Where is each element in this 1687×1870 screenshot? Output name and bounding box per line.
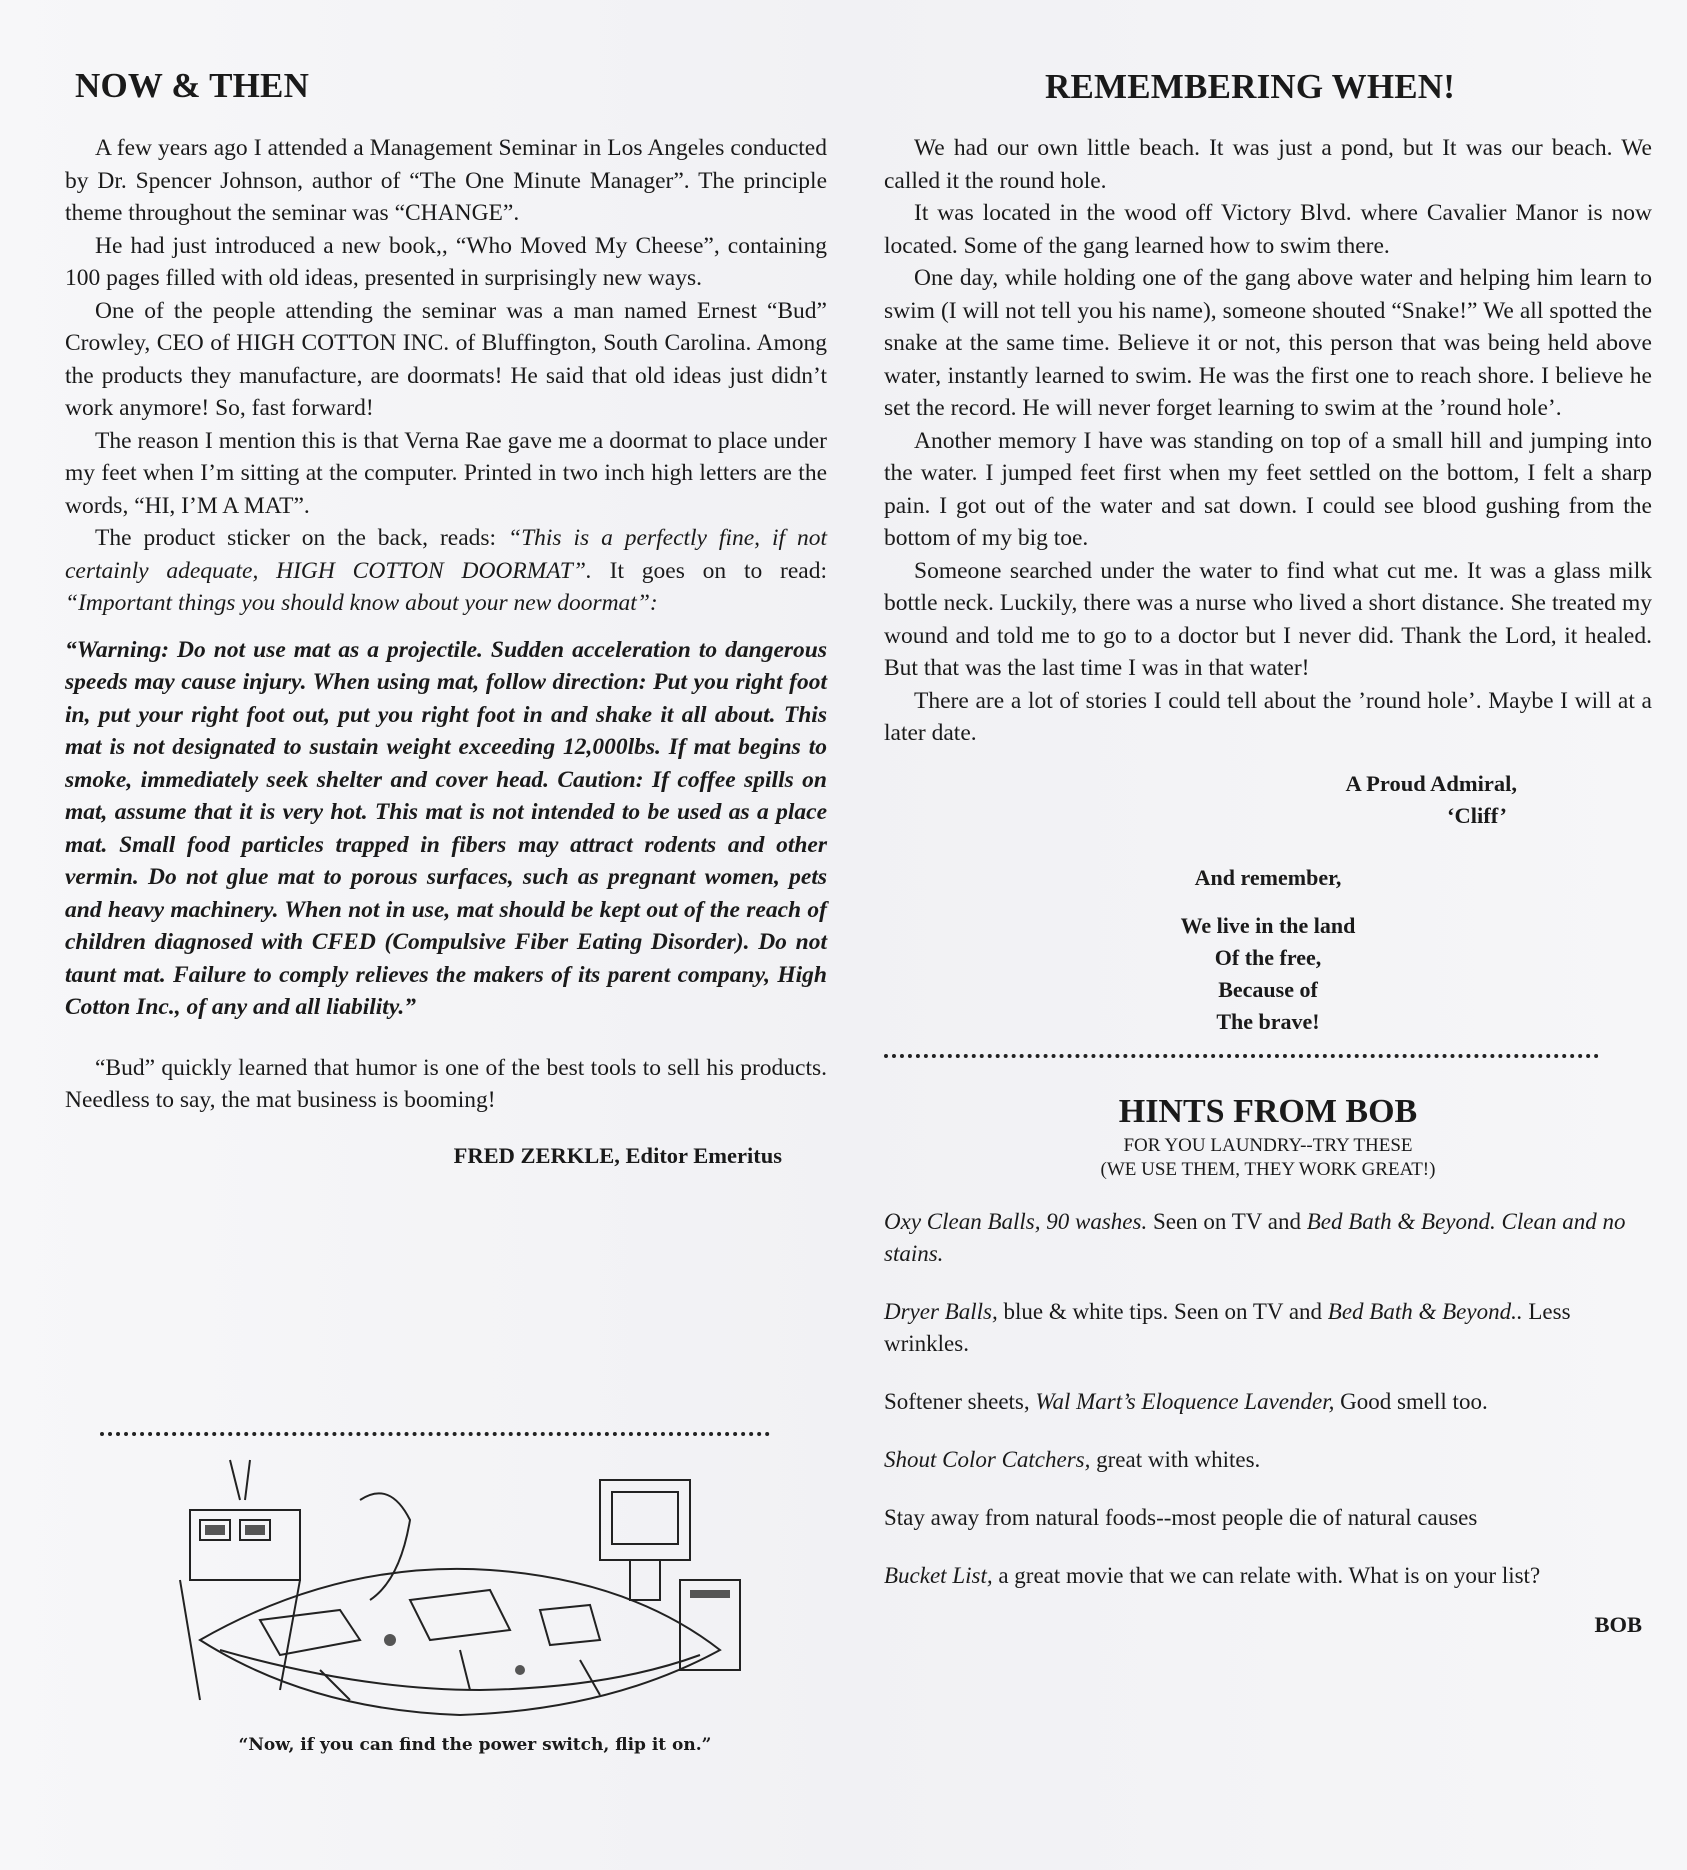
hint-text: Seen on TV and [1147, 1208, 1307, 1234]
hint-italic: Bed Bath & Beyond.. [1327, 1298, 1523, 1324]
sticker-quote: “This is a perfectly fine, if not certainly adequate, HIGH COTTON DOORMAT”. [65, 525, 827, 584]
poem-line: We live in the land [1180, 912, 1356, 938]
remember-line: And remember, [1194, 864, 1342, 890]
sticker-quote-2: “Important things you should know about your new doormat”: [65, 590, 658, 616]
hint-item [884, 1444, 1652, 1476]
hint-item [884, 1296, 1652, 1360]
right-column [884, 132, 1652, 1638]
poem-line: Of the free, [1214, 944, 1322, 970]
remembering-when-title: REMEMBERING WHEN! [1045, 67, 1456, 106]
article-paragraph: It was located in the wood off Victory Blvd. where Cavalier Manor is now located. Some of the gang learned how to swim there. [884, 200, 1652, 259]
hints-subtitle-2: (WE USE THEM, THEY WORK GREAT!) [1100, 1158, 1436, 1180]
remembering-when-article [884, 132, 1652, 750]
bob-signature: BOB [1594, 1611, 1642, 1637]
hint-item [884, 1386, 1652, 1418]
hint-italic: Bed Bath & Beyond. Clean and no stains. [884, 1208, 1626, 1266]
sticker-intro: The product sticker on the back, reads: [95, 525, 509, 551]
poem-line: The brave! [1216, 1008, 1320, 1034]
hint-text: Good smell too. [1334, 1388, 1488, 1414]
sticker-mid: It goes on to read: [591, 557, 827, 584]
dotted-divider [100, 1432, 770, 1436]
hints-list [884, 1206, 1652, 1592]
closing-poem [884, 910, 1652, 1038]
admiral-signature [884, 768, 1517, 832]
article-paragraph: There are a lot of stories I could tell about the ’round hole’. Maybe I will at a later date. [884, 687, 1652, 746]
hint-text: blue & white tips. Seen on TV and [997, 1298, 1328, 1324]
signature-line-1: A Proud Admiral, [1345, 770, 1517, 796]
poem-line: Because of [1218, 976, 1318, 1002]
now-and-then-title: NOW & THEN [75, 66, 310, 105]
hint-italic: Wal Mart’s Eloquence Lavender, [1035, 1388, 1335, 1414]
closing-paragraph: “Bud” quickly learned that humor is one of the best tools to sell his products. Needless to say, the mat business is booming! [65, 1054, 827, 1113]
warning-paragraph: “Warning: Do not use mat as a projectile. Sudden acceleration to dangerous speeds may cause injury. When using mat, follow direction: Put you right foot in, put your right foot out, put you right foot in and shake it all about. This mat is not designated to sustain weight exceeding 12,000lbs. If mat begins to smoke, immediately seek shelter and cover head. Caution: If coffee spills on mat, assume that it is very hot. This mat is not intended to be used as a place mat. Small food particles trapped in fibers may attract rodents and other vermin. Do not glue mat to porous surfaces, such as pregnant women, pets and heavy machinery. When not in use, mat should be kept out of the reach of children diagnosed with CFED (Compulsive Fiber Eating Disorder). Do not taunt mat. Failure to comply relieves the makers of its parent company, High Cotton Inc., of any and all liability.” [65, 636, 827, 1020]
hints-subtitle-1: FOR YOU LAUNDRY--TRY THESE [1123, 1134, 1413, 1156]
hint-text: great with whites. [1090, 1446, 1261, 1472]
sticker-paragraph [65, 522, 827, 620]
editor-signature: FRED ZERKLE, Editor Emeritus [453, 1142, 782, 1168]
left-column [65, 132, 827, 1169]
hint-item [884, 1560, 1652, 1592]
cartoon-messy-computer-desk [160, 1440, 790, 1730]
hint-italic: Oxy Clean Balls, 90 washes. [884, 1208, 1148, 1234]
hints-title: HINTS FROM BOB [1118, 1092, 1418, 1130]
now-and-then-article [65, 132, 827, 1117]
hint-text: Stay away from natural foods--most people die of natural causes [884, 1504, 1478, 1530]
cartoon-caption: “Now, if you can find the power switch, flip it on.” [238, 1735, 712, 1755]
article-paragraph: He had just introduced a new book,, “Who Moved My Cheese”, containing 100 pages filled with old ideas, presented in surprisingly new ways. [65, 232, 827, 291]
hint-italic: Bucket List, [884, 1562, 993, 1588]
dotted-divider [884, 1054, 1599, 1058]
hint-text: Less wrinkles. [884, 1298, 1571, 1356]
article-paragraph: Another memory I have was standing on top of a small hill and jumping into the water. I jumped feet first when my feet settled on the bottom, I felt a sharp pain. I got out of the water and sat down. I could see blood gushing from the bottom of my big toe. [884, 427, 1652, 551]
hint-text: Softener sheets, [884, 1388, 1036, 1414]
hint-italic: Shout Color Catchers, [884, 1446, 1091, 1472]
hint-item [884, 1502, 1652, 1534]
signature-line-2: ‘Cliff’ [1447, 802, 1507, 828]
article-paragraph: One day, while holding one of the gang above water and helping him learn to swim (I will not tell you his name), someone shouted “Snake!” We all spotted the snake at the same time. Believe it or not, this person that was being held above water, instantly learned to swim. He was the first one to reach shore. I believe he set the record. He will never forget learning to swim at the ’round hole’. [884, 265, 1652, 421]
article-paragraph: We had our own little beach. It was just a pond, but It was our beach. We called it the round hole. [884, 135, 1652, 194]
article-paragraph: One of the people attending the seminar was a man named Ernest “Bud” Crowley, CEO of HIGH COTTON INC. of Bluffington, South Carolina. Among the products they manufacture, are doormats! He said that old ideas just didn’t work anymore! So, fast forward! [65, 297, 827, 421]
hint-item [884, 1206, 1652, 1270]
article-paragraph: The reason I mention this is that Verna Rae gave me a doormat to place under my feet when I’m sitting at the computer. Printed in two inch high letters are the words, “HI, I’M A MAT”. [65, 427, 827, 519]
article-paragraph: A few years ago I attended a Management Seminar in Los Angeles conducted by Dr. Spencer Johnson, author of “The One Minute Manager”. The principle theme throughout the seminar was “CHANGE”. [65, 135, 827, 226]
hint-italic: Dryer Balls, [884, 1298, 998, 1324]
article-paragraph: Someone searched under the water to find what cut me. It was a glass milk bottle neck. Luckily, there was a nurse who lived a short distance. She treated my wound and told me to go to a doctor but I never did. Thank the Lord, it healed. But that was the last time I was in that water! [884, 557, 1652, 681]
hint-text: a great movie that we can relate with. What is on your list? [992, 1562, 1541, 1588]
